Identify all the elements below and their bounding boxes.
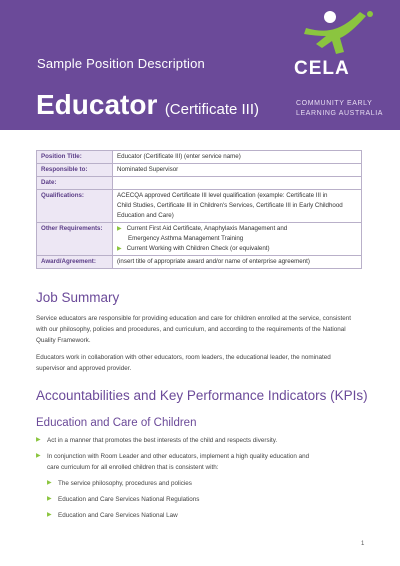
label-position-title: Position Title: [37, 151, 113, 164]
subheading-education-and-care: Education and Care of Children [36, 417, 197, 429]
triangle-right-icon: ▶ [117, 226, 122, 232]
row-date [37, 177, 362, 190]
qualification-line: Education and Care) [117, 212, 174, 219]
title-main: Educator [36, 89, 158, 120]
label-responsible-to: Responsible to: [37, 164, 113, 177]
sub-list-item: ▶ Education and Care Services National Regulations [47, 496, 200, 503]
triangle-right-icon: ▶ [47, 512, 52, 518]
row-qualifications [37, 190, 362, 223]
value-position-title: Educator (Certificate III) (enter service name) [113, 151, 362, 164]
heading-job-summary: Job Summary [36, 290, 120, 305]
triangle-right-icon: ▶ [47, 480, 52, 486]
label-date: Date: [37, 177, 113, 190]
logo-tagline-line-1: COMMUNITY EARLY [296, 100, 373, 107]
value-responsible-to: Nominated Supervisor [113, 164, 362, 177]
triangle-right-icon: ▶ [47, 496, 52, 502]
job-summary-paragraph-1: Service educators are responsible for providing education and care for children enrolled at the service, consistent with our philosophy, policies and procedures, and curriculum, and according to the requirements of the National Quality Framework. [36, 315, 352, 344]
qualification-line: ACECQA approved Certificate III level qualification (example: Certificate III in [117, 192, 328, 199]
triangle-right-icon: ▶ [36, 437, 41, 443]
requirement-item-continued: Emergency Asthma Management Training [128, 235, 244, 242]
header-banner [0, 0, 400, 130]
sub-list-item: ▶ The service philosophy, procedures and policies [47, 480, 192, 487]
requirement-item: ▶ Current Working with Children Check (or equivalent) [117, 245, 270, 252]
value-qualifications [113, 190, 362, 223]
position-info-table [36, 150, 362, 269]
requirement-item: ▶ Current First Aid Certificate, Anaphylaxis Management and [117, 225, 288, 232]
list-item: ▶ In conjunction with Room Leader and other educators, implement a high quality education and care curriculum for all enrolled children that is consistent with: [36, 453, 310, 471]
label-qualifications: Qualifications: [37, 190, 113, 223]
sub-list-item: ▶ Education and Care Services National Law [47, 512, 178, 519]
list-item: ▶ Act in a manner that promotes the best interests of the child and respects diversity. [36, 437, 278, 444]
page-title [36, 89, 259, 121]
value-other-requirements [113, 223, 362, 256]
heading-accountabilities: Accountabilities and Key Performance Indicators (KPIs) [36, 388, 368, 403]
label-other-requirements: Other Requirements: [37, 223, 113, 256]
document-subtitle: Sample Position Description [37, 56, 205, 71]
logo-tagline-line-2: LEARNING AUSTRALIA [296, 110, 384, 117]
label-award: Award/Agreement: [37, 256, 113, 269]
row-other-requirements [37, 223, 362, 256]
page-number: 1 [361, 541, 365, 547]
job-summary-paragraph-2: Educators work in collaboration with other educators, room leaders, the educational leader, the nominated supervisor and approved provider. [36, 354, 331, 372]
jumping-child-logo-icon [300, 8, 380, 60]
qualification-line: Child Studies, Certificate III in Children's Services, Certificate III in Early Childhood [117, 202, 343, 209]
row-position-title [37, 151, 362, 164]
triangle-right-icon: ▶ [36, 453, 41, 459]
triangle-right-icon: ▶ [117, 246, 122, 252]
title-qualifier: (Certificate III) [164, 101, 259, 118]
value-award: (insert title of appropriate award and/or name of enterprise agreement) [113, 256, 362, 269]
logo-wordmark: CELA [294, 58, 350, 79]
row-responsible-to [37, 164, 362, 177]
row-award [37, 256, 362, 269]
value-date [113, 177, 362, 190]
